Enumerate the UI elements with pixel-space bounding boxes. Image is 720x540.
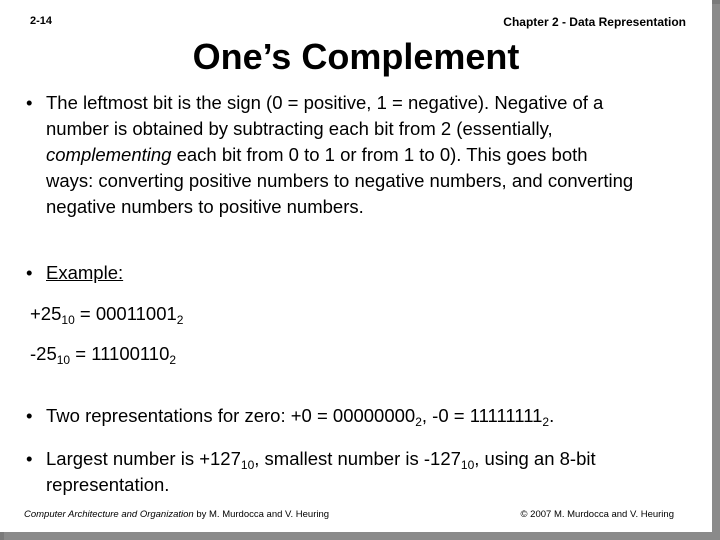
example-positive: $+25_{10} = 00011001_2$	[30, 303, 184, 327]
slide-shadow-right	[712, 4, 720, 540]
bullet-dot: •	[26, 262, 33, 283]
bullet-dot: •	[26, 405, 33, 426]
bullet-line-1: The leftmost bit is the sign (0 = positive, 1 = negative). Negative of a	[46, 92, 604, 113]
footer-citation: Computer Architecture and Organization by M. Murdocca and V. Heuring	[24, 509, 330, 520]
bullet-line-3: complementing each bit from 0 to 1 or from 1 to 0). This goes both	[46, 144, 588, 165]
slide-title: One’s Complement	[192, 36, 520, 77]
slide-number: 2-14	[30, 15, 53, 27]
bullet-line-4: ways: converting positive numbers to negative numbers, and converting	[46, 170, 634, 191]
bullet-line-5: negative numbers to positive numbers.	[46, 196, 364, 217]
bullet-dot: •	[26, 448, 33, 469]
emphasis-complementing: complementing	[46, 144, 172, 165]
bullet-dot: •	[26, 92, 33, 113]
example-label: Example:	[46, 262, 124, 283]
bullet-range-line-2: representation.	[46, 474, 170, 495]
footer-copyright: © 2007 M. Murdocca and V. Heuring	[520, 509, 674, 520]
slide-shadow-bottom	[4, 532, 720, 540]
example-negative: $-25_{10} = 11100110_2$	[30, 343, 177, 367]
slide: 2-14 Chapter 2 - Data Representation One’s Complement • The leftmost bit is the sign (0 = positive, 1 = negative). Negative of a number is obtained by subtracting each bit from 2 (essentially, complementing each bit from 0 to 1 or from 1 to 0). This goes both ways: converting positive numbers to negative numbers, and converting negative numbers to positive numbers. • Example: $+25_{10} = 00011001_2$ $-25_{10} = 11100110_2$ • Two representations for zero: $+0 = 00000000_2$, $-0 = 11111111_2$. • Largest number is $+127_{10}$, smallest number is $-127_{10}$, using an 8-bit representation. Computer Architecture and Organization by M. Murdocca and V. Heuring © 2007 M. Murdocca and V. Heuring	[0, 0, 712, 532]
bullet-line-2: number is obtained by subtracting each bit from 2 (essentially,	[46, 118, 553, 139]
book-title: Computer Architecture and Organization	[24, 509, 194, 520]
chapter-header: Chapter 2 - Data Representation	[503, 15, 686, 29]
